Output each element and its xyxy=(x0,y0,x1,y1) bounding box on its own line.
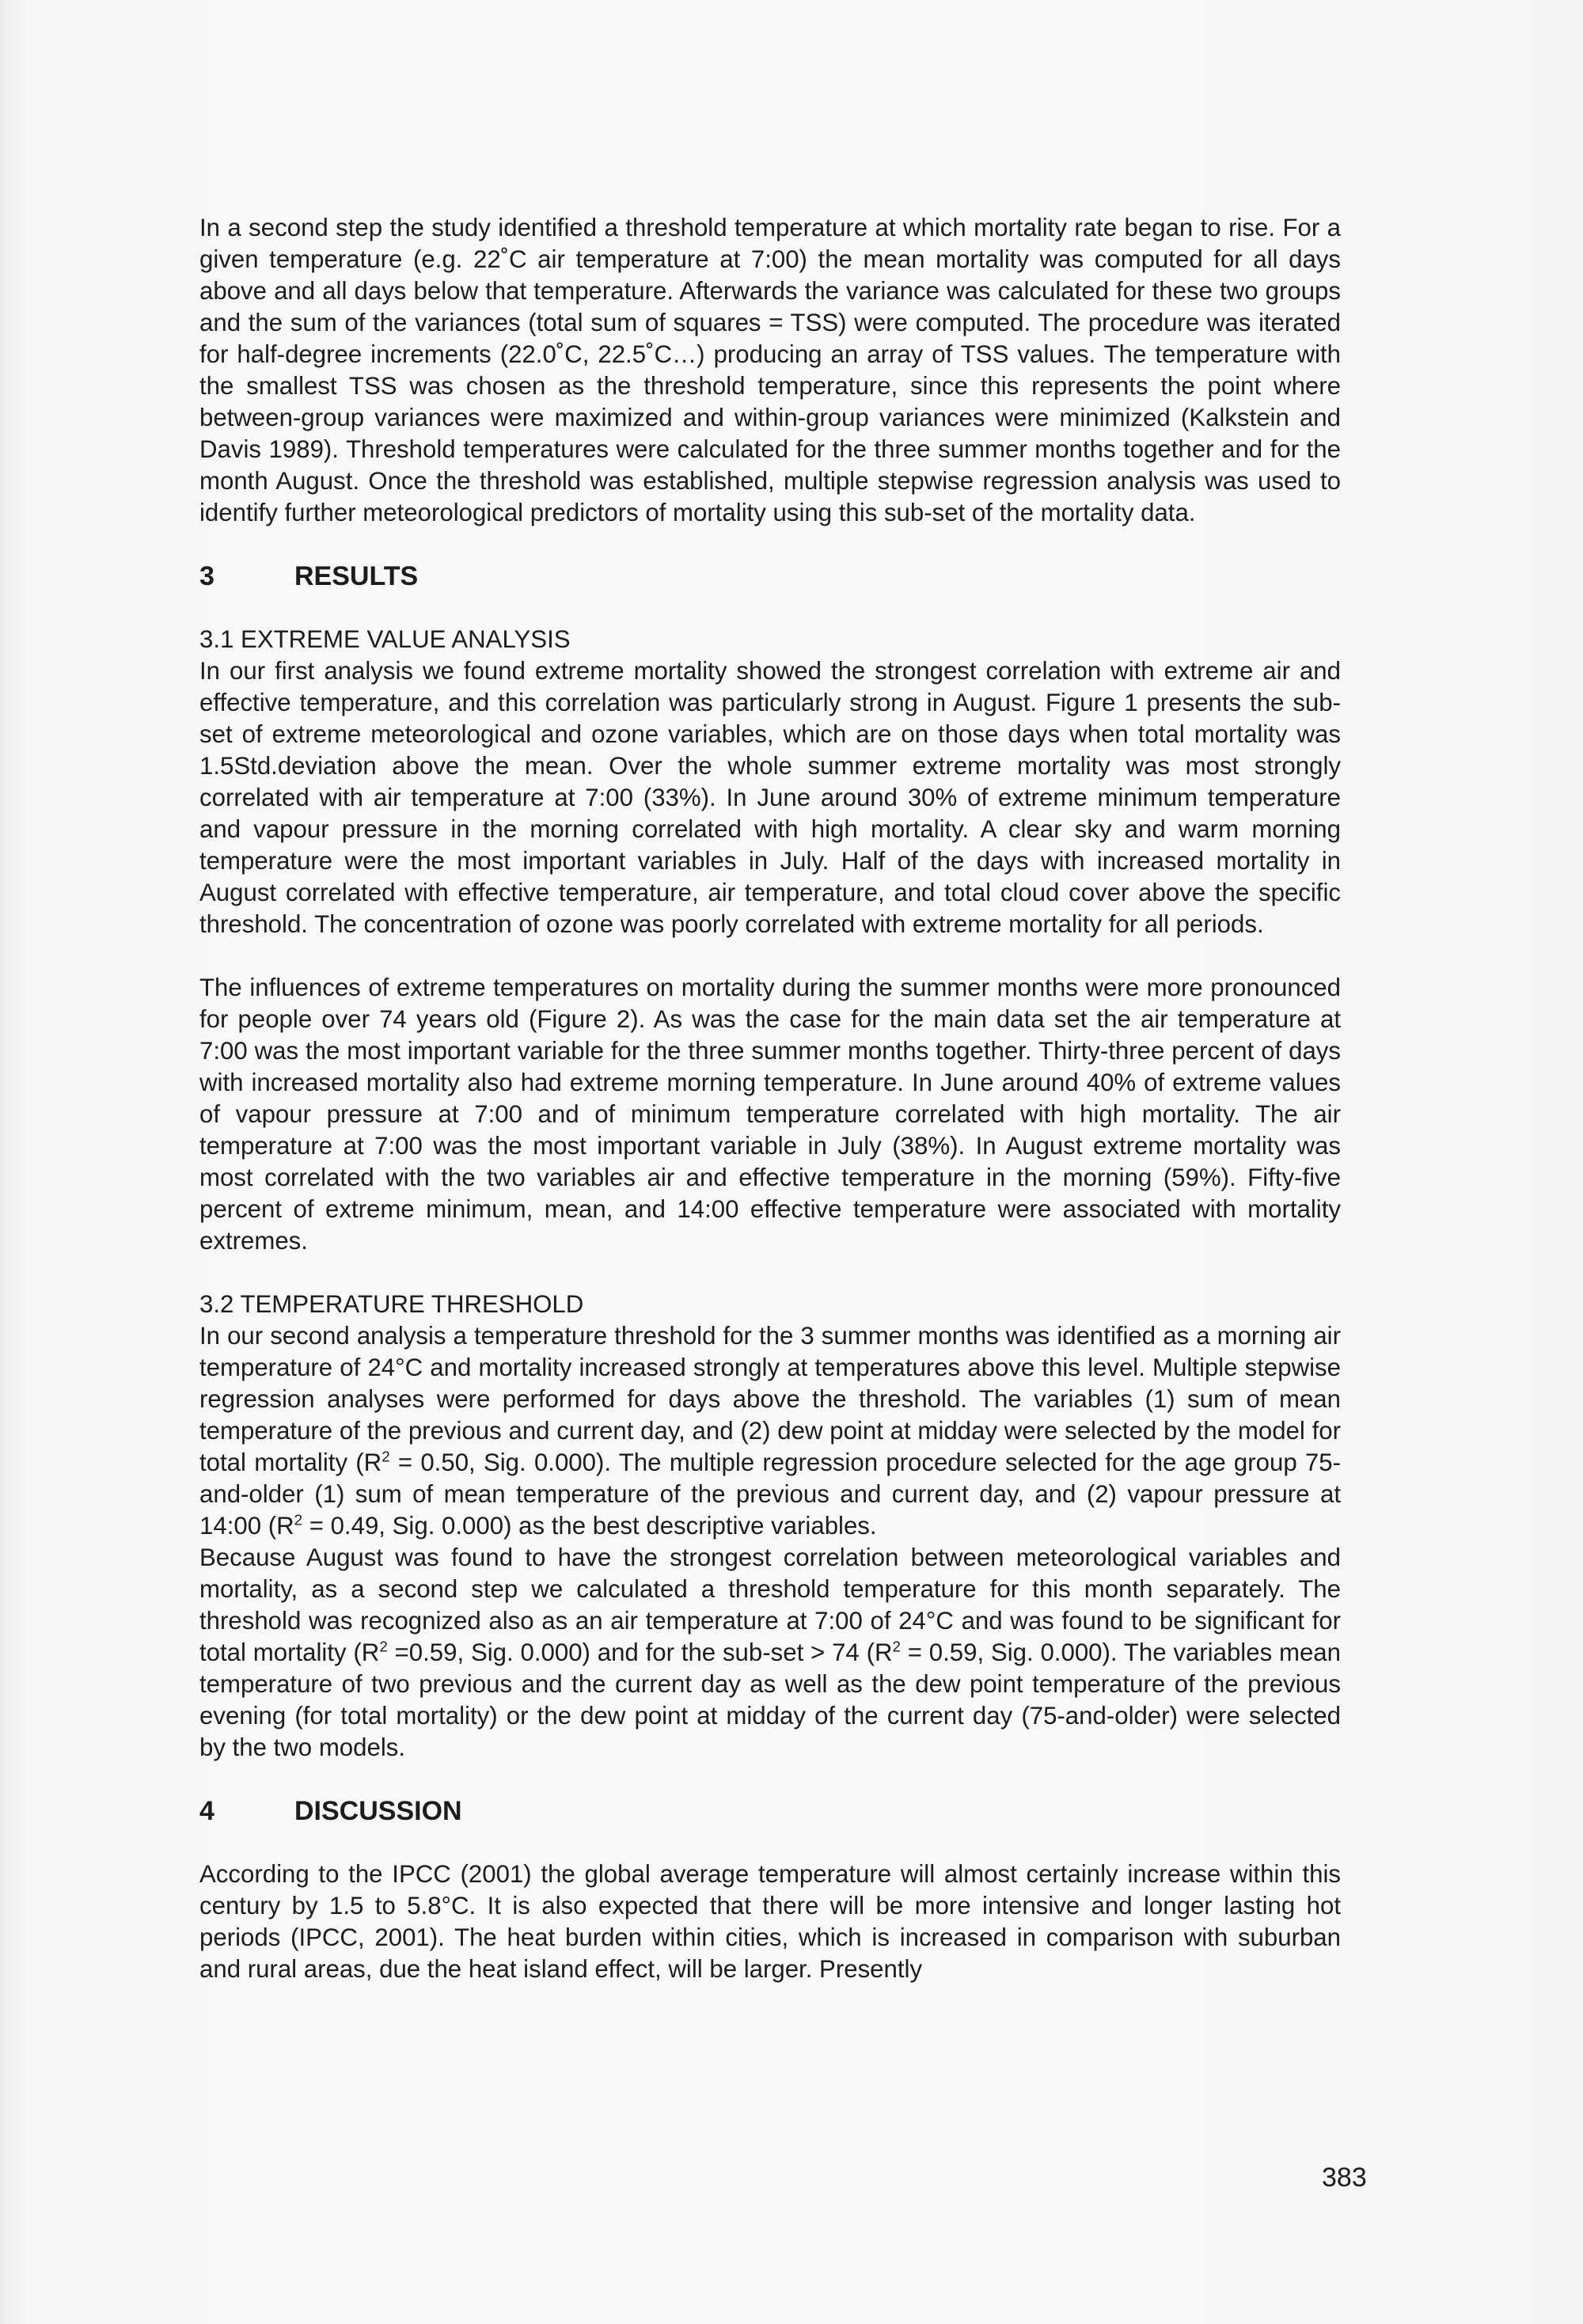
text-run: = 0.59, Sig. 0.000). The variables mean temperature of two previous and the current day as well as the dew point temperature of the previous evening (for total mortality) or the dew point at midday of the current day (75-and-older) were selected by the two models. xyxy=(199,1639,1341,1761)
section-number: 3 xyxy=(199,561,214,591)
text-run: = 0.50, Sig. 0.000). The multiple regression procedure selected for the age group 75-and-older (1) sum of mean temperature of the previous and current day, and (2) vapour pressure at 14:00 (R xyxy=(199,1449,1342,1540)
page-number: 383 xyxy=(1322,2163,1367,2193)
section-heading-discussion xyxy=(199,1795,1341,1827)
subsection-heading-temperature-threshold: 3.2 TEMPERATURE THRESHOLD xyxy=(199,1290,584,1318)
paragraph-threshold-method: In a second step the study identified a threshold temperature at which mortality rate began to rise. For a given temperature (e.g. 22˚C air temperature at 7:00) the mean mortality was computed for all days above and all days below that temperature. Afterwards the variance was calculated for these two groups and the sum of the variances (total sum of squares = TSS) were computed. The procedure was iterated for half-degree increments (22.0˚C, 22.5˚C…) producing an array of TSS values. The temperature with the smallest TSS was chosen as the threshold temperature, since this represents the point where between-group variances were maximized and within-group variances were minimized (Kalkstein and Davis 1989). Threshold temperatures were calculated for the three summer months together and for the month August. Once the threshold was established, multiple stepwise regression analysis was used to identify further meteorological predictors of mortality using this sub-set of the mortality data. xyxy=(199,214,1341,526)
subsection-heading-extreme-value: 3.1 EXTREME VALUE ANALYSIS xyxy=(199,625,571,653)
text-run: In our second analysis a temperature threshold for the 3 summer months was identified as a morning air temperature of 24°C and mortality increased strongly at temperatures above this level. Multiple stepwise regression analyses were performed for days above the threshold. The variables (1) sum of mean temperature of the previous and current day, and (2) dew point at midday were selected by the model for total mortality (R xyxy=(199,1322,1341,1476)
paragraph-threshold-2 xyxy=(199,1542,1341,1764)
section-title: RESULTS xyxy=(294,561,419,591)
section-number: 4 xyxy=(199,1796,214,1826)
section-title: DISCUSSION xyxy=(294,1796,462,1826)
superscript: 2 xyxy=(382,1448,390,1465)
text-run: =0.59, Sig. 0.000) and for the sub-set > 74 (R xyxy=(387,1639,893,1666)
paragraph-threshold-1 xyxy=(199,1320,1341,1542)
superscript: 2 xyxy=(294,1511,303,1528)
superscript: 2 xyxy=(892,1638,901,1655)
superscript: 2 xyxy=(379,1638,388,1655)
paragraph-extreme-value-2: The influences of extreme temperatures on mortality during the summer months were more pronounced for people over 74 years old (Figure 2). As was the case for the main data set the air temperature at 7:00 was the most important variable for the three summer months together. Thirty-three percent of days with increased mortality also had extreme morning temperature. In June around 40% of extreme values of vapour pressure at 7:00 and of minimum temperature correlated with high mortality. The air temperature at 7:00 was the most important variable in July (38%). In August extreme mortality was most correlated with the two variables air and effective temperature in the morning (59%). Fifty-five percent of extreme minimum, mean, and 14:00 effective temperature were associated with mortality extremes. xyxy=(199,974,1341,1255)
text-column xyxy=(199,212,1341,1985)
text-run: Because August was found to have the strongest correlation between meteorological variables and mortality, as a second step we calculated a threshold temperature for this month separately. The threshold was recognized also as an air temperature at 7:00 of 24°C and was found to be significant for total mortality (R xyxy=(199,1544,1341,1666)
section-heading-results xyxy=(199,560,1341,592)
paragraph-discussion: According to the IPCC (2001) the global average temperature will almost certainly increase within this century by 1.5 to 5.8°C. It is also expected that there will be more intensive and longer lasting hot periods (IPCC, 2001). The heat burden within cities, which is increased in comparison with suburban and rural areas, due the heat island effect, will be larger. Presently xyxy=(199,1860,1341,1983)
text-run: = 0.49, Sig. 0.000) as the best descriptive variables. xyxy=(302,1512,877,1540)
paragraph-extreme-value-1: In our first analysis we found extreme mortality showed the strongest correlation with extreme air and effective temperature, and this correlation was particularly strong in August. Figure 1 presents the sub-set of extreme meteorological and ozone variables, which are on those days when total mortality was 1.5Std.deviation above the mean. Over the whole summer extreme mortality was most strongly correlated with air temperature at 7:00 (33%). In June around 30% of extreme minimum temperature and vapour pressure in the morning correlated with high mortality. A clear sky and warm morning temperature were the most important variables in July. Half of the days with increased mortality in August correlated with effective temperature, air temperature, and total cloud cover above the specific threshold. The concentration of ozone was poorly correlated with extreme mortality for all periods. xyxy=(199,657,1341,938)
